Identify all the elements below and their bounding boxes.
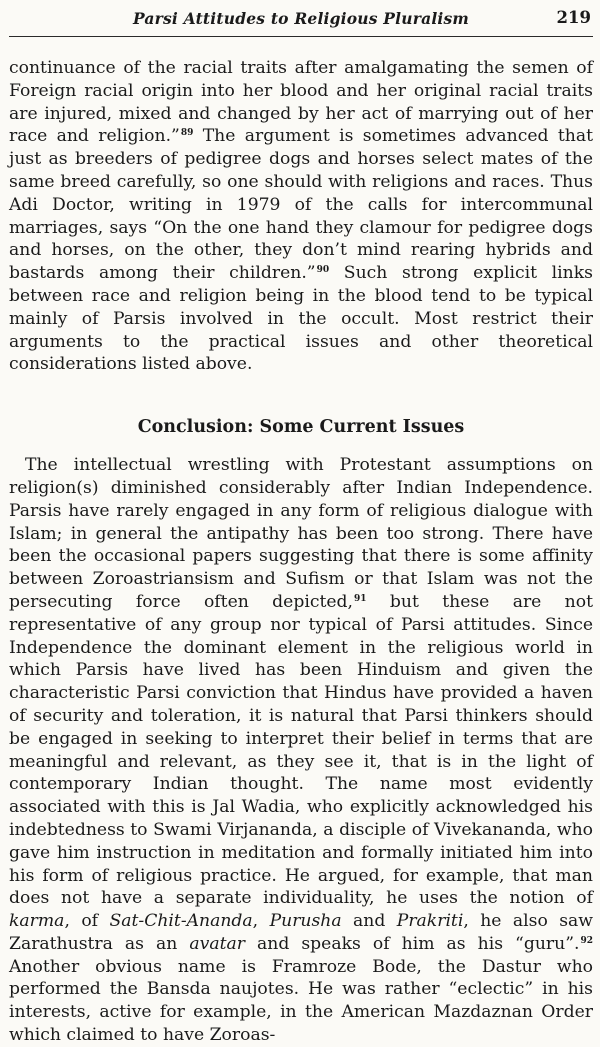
body-text [9, 57, 593, 1047]
running-title: Parsi Attitudes to Religious Pluralism [132, 9, 470, 28]
text-run: and speaks of him as his “guru”. [244, 933, 580, 954]
text-run: , [252, 911, 270, 932]
footnote-ref-90: 90 [316, 265, 330, 276]
page-number: 219 [556, 8, 591, 27]
footnote-ref-91: 91 [354, 593, 367, 604]
text-run: The argument is sometimes advanced that just as breeders of pedigree dogs and horses select mates of the same breed carefully, so one should with religions and races. Thus Adi Doctor, writing in 1979 of the calls for intercommunal marriages, says “On the one hand they clamour for pedigree dogs and horses, on the other, they don’t mind rearing hybrids and bastards among their children.” [9, 126, 593, 284]
italic-term-sat-chit-ananda: Sat-Chit-Ananda [109, 911, 253, 932]
italic-term-purusha: Purusha [269, 911, 342, 932]
running-header [9, 0, 593, 37]
text-run: but these are not representative of any group nor typical of Parsi attitudes. Since Independence the dominant element in the religious world in which Parsis have lived has been Hinduism and given the characteristic Parsi conviction that Hindus have provided a haven of security and toleration, it is natural that Parsi thinkers should be engaged in seeking to interpret their belief in terms that are meaningful and relevant, as they see it, that is in the light of contemporary Indian thought. The name most evidently associated with this is Jal Wadia, who explicitly acknowledged his indebtedness to Swami Virjananda, a disciple of Vivekananda, who gave him instruction in meditation and formally initiated him into his form of religious practice. He argued, for example, that man does not have a separate individuality, he uses the notion of [9, 591, 593, 909]
section-heading: Conclusion: Some Current Issues [137, 417, 465, 438]
text-run: Such strong explicit links between race and religion being in the blood tend to be typical mainly of Parsis involved in the occult. Most restrict their arguments to the practical issues and other theoretical considerations listed above. [9, 263, 593, 375]
text-run: and [341, 911, 397, 932]
paragraph-2 [9, 454, 593, 1047]
italic-term-avatar: avatar [189, 933, 245, 954]
text-run: The intellectual wrestling with Protestant assumptions on religion(s) diminished considerably after Indian Independence. Parsis have rarely engaged in any form of religious dialogue with Islam; in general the antipathy has been too strong. There have been the occasional papers suggesting that there is some affinity between Zoroastriansism and Sufism or that Islam was not the persecuting force often depicted, [9, 455, 593, 612]
text-run: Another obvious name is Framroze Bode, the Dastur who performed the Bansda naujotes. He was rather “eclectic” in his interests, active for example, in the American Mazdaznan Order which claimed to have Zoroas- [9, 956, 593, 1046]
paragraph-1 [9, 57, 593, 376]
text-run: continuance of the racial traits after amalgamating the semen of Foreign racial origin into her blood and her original racial traits are injured, mixed and changed by her act of marrying out of her race and religion.” [9, 58, 593, 147]
italic-term-prakriti: Prakriti [396, 911, 464, 932]
footnote-ref-89: 89 [180, 128, 194, 139]
italic-term-karma: karma [9, 911, 65, 932]
footnote-ref-92: 92 [580, 935, 593, 946]
text-run: , of [64, 911, 110, 932]
text-run: , he also saw Zarathustra as an [9, 911, 593, 954]
